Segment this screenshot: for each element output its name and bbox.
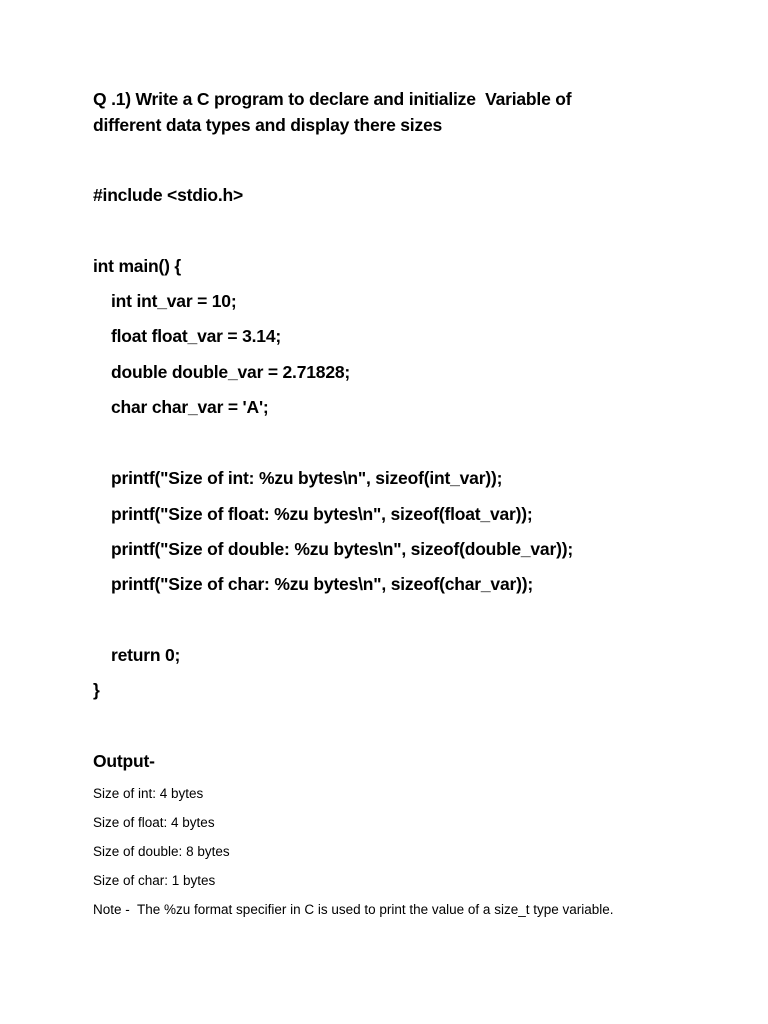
- output-line-float: Size of float: 4 bytes: [93, 815, 215, 830]
- question-line-2: different data types and display there sizes: [93, 115, 443, 135]
- code-decl-double: double double_var = 2.71828;: [111, 362, 351, 382]
- code-main-close: }: [93, 680, 100, 700]
- code-main-open: int main() {: [93, 256, 182, 276]
- output-heading: Output-: [93, 751, 155, 771]
- code-decl-int: int int_var = 10;: [111, 291, 237, 311]
- output-line-int: Size of int: 4 bytes: [93, 786, 204, 801]
- output-line-double: Size of double: 8 bytes: [93, 844, 230, 859]
- question-line-1: Q .1) Write a C program to declare and initialize Variable of: [93, 89, 572, 109]
- code-decl-float: float float_var = 3.14;: [111, 326, 281, 346]
- code-printf-int: printf("Size of int: %zu bytes\n", sizeof(int_var));: [111, 468, 503, 488]
- code-include: #include <stdio.h>: [93, 185, 244, 205]
- code-return: return 0;: [111, 645, 181, 665]
- code-decl-char: char char_var = 'A';: [111, 397, 269, 417]
- code-printf-float: printf("Size of float: %zu bytes\n", sizeof(float_var));: [111, 504, 533, 524]
- output-note: Note - The %zu format specifier in C is used to print the value of a size_t type variable.: [93, 902, 614, 917]
- code-printf-double: printf("Size of double: %zu bytes\n", sizeof(double_var));: [111, 539, 573, 559]
- output-line-char: Size of char: 1 bytes: [93, 873, 216, 888]
- code-printf-char: printf("Size of char: %zu bytes\n", sizeof(char_var));: [111, 574, 533, 594]
